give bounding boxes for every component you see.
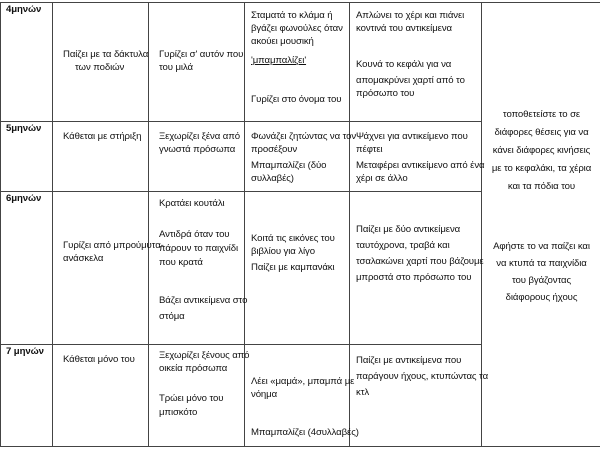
cell-line: Παίζει με δύο αντικείμενα (356, 224, 461, 235)
age-cell (1, 192, 53, 345)
cell-line: πρόσωπο του (356, 88, 415, 99)
cell-line: ανάσκελα (63, 253, 104, 264)
tip-line: διάφορους ήχους (505, 292, 578, 303)
cell-line: Φωνάζει ζητώντας να τον (251, 131, 357, 142)
cell-line: Μπαμπαλίζει (δύο (251, 160, 327, 171)
cell-line: στόμα (159, 311, 185, 322)
cell-line: πέφτει (356, 144, 383, 155)
cell-line: Γυρίζει από μπρούμυτα- (63, 240, 164, 251)
age-label: 5μηνών (6, 123, 42, 134)
motor-cell (53, 122, 149, 192)
cell-line: Σταματά το κλάμα ή (251, 10, 333, 21)
age-cell (1, 345, 53, 447)
cell-line: των ποδιών (75, 62, 125, 73)
tip-line: με το κεφαλάκι, τα χέρια (491, 163, 592, 174)
cell-line: κτλ (356, 387, 370, 398)
cell-line: μπισκότο (159, 407, 198, 418)
cell-line: Κοιτά τις εικόνες του (251, 233, 335, 244)
cell-line: γνωστά πρόσωπα (159, 144, 236, 155)
social-cell (149, 3, 245, 122)
cell-line: συλλαβές) (251, 173, 294, 184)
cell-line: απομακρύνει χαρτί από το (356, 75, 465, 86)
cell-line: χέρι σε άλλο (356, 173, 408, 184)
age-label: 4μηνών (6, 4, 42, 15)
cell-line: Κάθεται μόνο του (63, 354, 135, 365)
motor-cell (53, 192, 164, 345)
language-cell (245, 122, 357, 192)
language-cell (245, 3, 350, 122)
social-cell (149, 192, 248, 345)
social-cell (149, 345, 250, 447)
cell-line: οικεία πρόσωπα (159, 363, 228, 374)
cognitive-cell (350, 192, 482, 345)
cell-line: του μιλά (159, 62, 193, 73)
tips-cell (482, 3, 600, 447)
tip-line: του βγάζοντας (511, 275, 571, 286)
cell-line: Απλώνει το χέρι και πιάνει (356, 10, 465, 21)
tip-line: Αφήστε το να παίζει και (493, 241, 590, 252)
cell-line: τσαλακώνει χαρτί που βάζουμε (356, 256, 484, 267)
cell-line: βιβλίου για λίγο (251, 246, 315, 257)
age-label: 7 μηνών (6, 346, 44, 357)
motor-cell (53, 3, 149, 122)
cell-line: κοντινά του αντικείμενα (356, 23, 452, 34)
cell-line: νόημα (251, 389, 278, 400)
cell-line: Μεταφέρει αντικείμενο από ένα (356, 160, 485, 171)
cell-line: που κρατά (159, 257, 203, 268)
cell-line: μπροστά στο πρόσωπο του (356, 272, 472, 283)
motor-cell (53, 345, 149, 447)
language-cell (245, 192, 350, 345)
age-label: 6μηνών (6, 193, 42, 204)
cell-line: ακούει μουσική (251, 36, 314, 47)
cell-line: παράγουν ήχους, κτυπώντας τα (356, 371, 489, 382)
cell-line: Βάζει αντικείμενα στο (159, 295, 248, 306)
cell-line: Τρώει μόνο του (159, 393, 224, 404)
cell-line: Ξεχωρίζει ξένα από (159, 131, 240, 142)
cell-line: προσέξουν (251, 144, 298, 155)
tip-line: κάνει διάφορες κινήσεις (492, 145, 591, 156)
tip-line: και τα πόδια του (507, 181, 576, 192)
cell-line: Ξεχωρίζει ξένους από (159, 350, 250, 361)
cognitive-cell (350, 3, 482, 122)
tip-line: να κτυπά τα παιχνίδια (496, 258, 587, 269)
cell-line: Αντιδρά όταν του (159, 229, 230, 240)
tip-line: διάφορες θέσεις για να (494, 127, 589, 138)
cell-line: ταυτόχρονα, τραβά και (356, 240, 450, 251)
tip-line: τοποθετείστε το σε (502, 109, 581, 120)
social-cell (149, 122, 245, 192)
cell-line: Μπαμπαλίζει (4συλλαβές) (251, 427, 359, 438)
cell-line: 'μπαμπαλίζει' (251, 55, 307, 66)
table-row (1, 3, 600, 122)
development-table (0, 2, 600, 447)
cell-line: Γυρίζει στο όνομα του (251, 94, 342, 105)
cell-line: βγάζει φωνούλες όταν (251, 23, 343, 34)
cell-line: Παίζει με τα δάκτυλα (63, 49, 149, 60)
cell-line: Παίζει με αντικείμενα που (356, 355, 462, 366)
age-cell (1, 122, 53, 192)
cell-line: πάρουν το παιχνίδι (159, 243, 238, 254)
cell-line: Ψάχνει για αντικείμενο που (356, 131, 468, 142)
age-cell (1, 3, 53, 122)
cognitive-cell (350, 345, 489, 447)
language-cell (245, 345, 359, 447)
cell-line: Γυρίζει σ' αυτόν που (159, 49, 244, 60)
cell-line: Κρατάει κουτάλι (159, 198, 225, 209)
cell-line: Κουνά το κεφάλι για να (356, 59, 452, 70)
cell-line: Λέει «μαμά», μπαμπά με (251, 376, 355, 387)
cell-line: Παίζει με καμπανάκι (251, 262, 335, 273)
cell-line: Κάθεται με στήριξη (63, 131, 142, 142)
cognitive-cell (350, 122, 485, 192)
